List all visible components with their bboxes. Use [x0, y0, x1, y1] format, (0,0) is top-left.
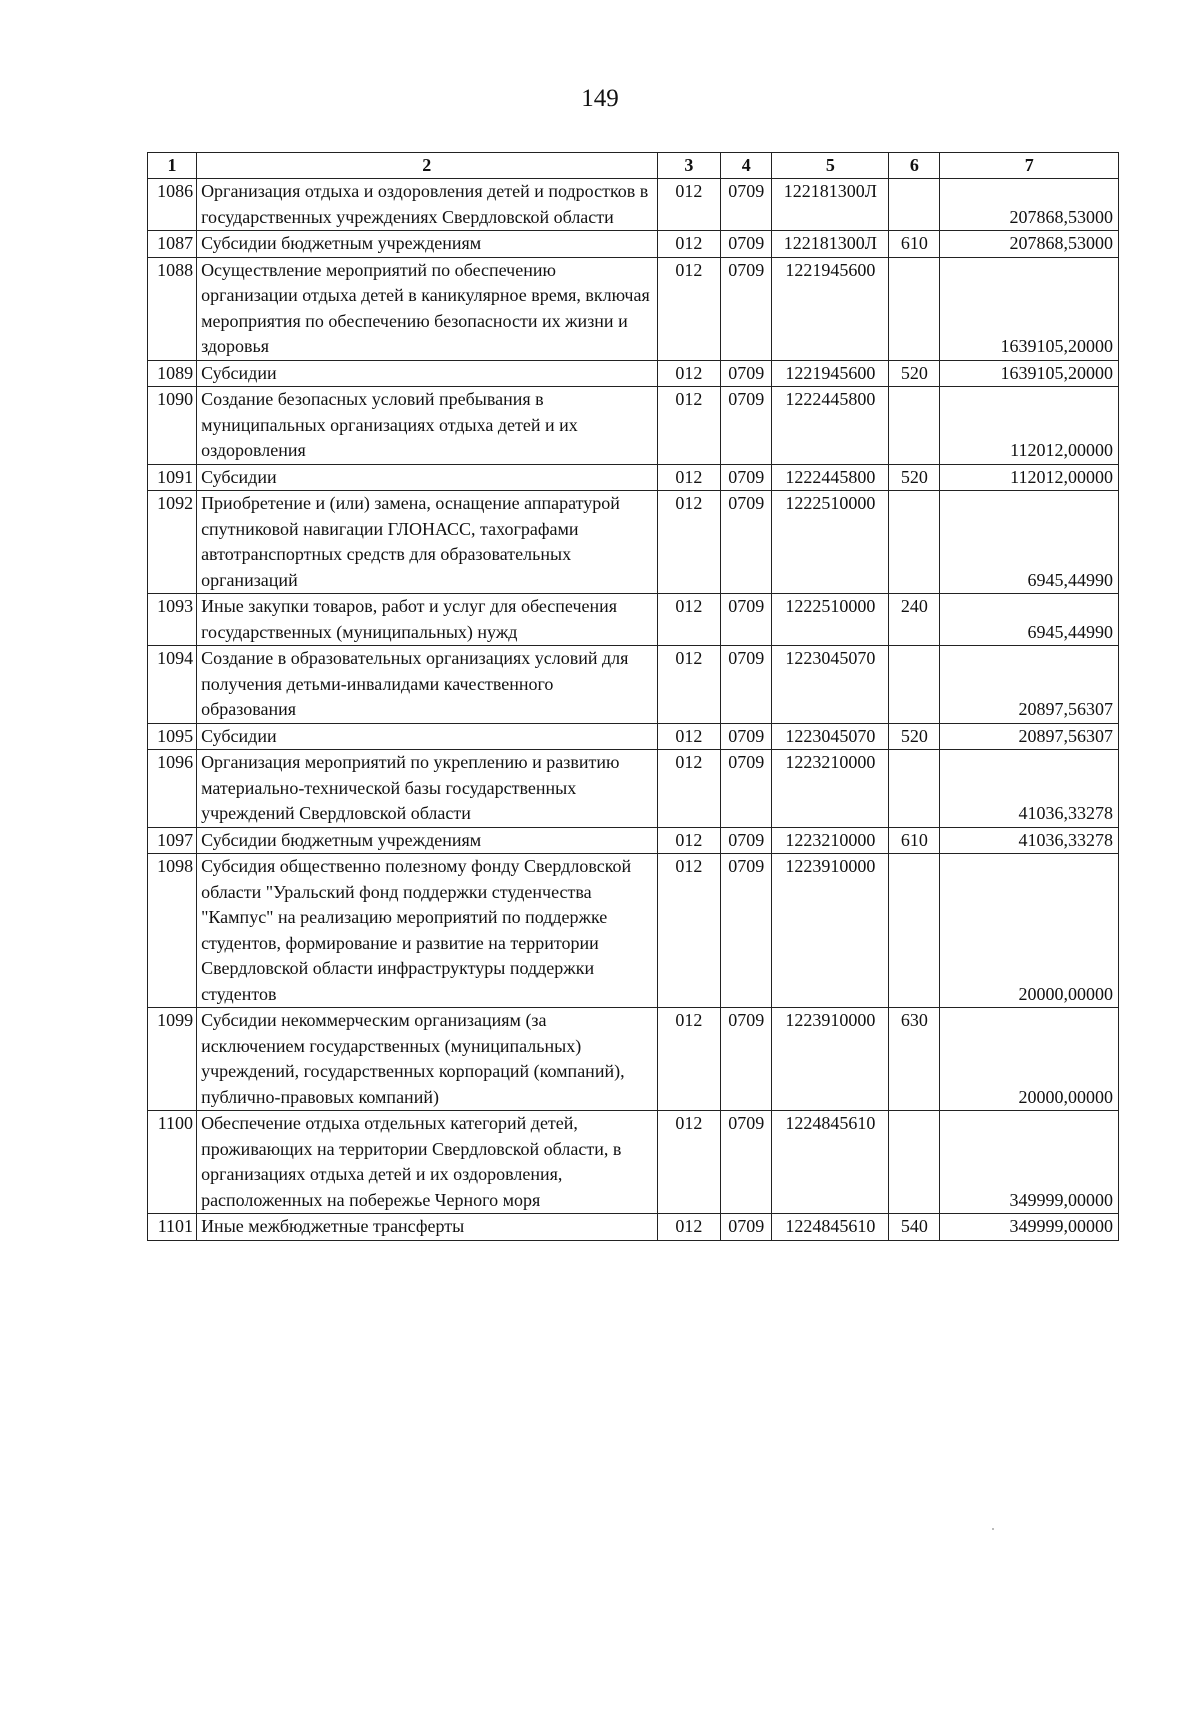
- item-name-cell: Субсидии бюджетным учреждениям: [197, 827, 657, 854]
- row-number-cell: 1099: [148, 1008, 197, 1111]
- table-body: [148, 179, 1119, 1241]
- item-name-cell: Субсидии бюджетным учреждениям: [197, 231, 657, 258]
- amount-cell: 349999,00000: [940, 1214, 1119, 1241]
- table-row: [148, 491, 1119, 594]
- section-code-cell: 0709: [721, 594, 772, 646]
- column-header: 7: [940, 153, 1119, 179]
- amount-cell: 20897,56307: [940, 723, 1119, 750]
- table-row: [148, 646, 1119, 724]
- expense-type-cell: 630: [889, 1008, 940, 1111]
- amount-cell: 20000,00000: [940, 854, 1119, 1008]
- column-header: 6: [889, 153, 940, 179]
- row-number-cell: 1096: [148, 750, 197, 828]
- expense-type-cell: 610: [889, 827, 940, 854]
- expense-type-cell: [889, 750, 940, 828]
- ministry-code-cell: 012: [657, 464, 721, 491]
- amount-cell: 349999,00000: [940, 1111, 1119, 1214]
- expense-type-cell: 520: [889, 723, 940, 750]
- expense-type-cell: 520: [889, 464, 940, 491]
- target-code-cell: 1222510000: [772, 594, 889, 646]
- row-number-cell: 1095: [148, 723, 197, 750]
- section-code-cell: 0709: [721, 464, 772, 491]
- ministry-code-cell: 012: [657, 594, 721, 646]
- table-row: [148, 387, 1119, 465]
- table-row: [148, 827, 1119, 854]
- item-name-cell: Иные межбюджетные трансферты: [197, 1214, 657, 1241]
- item-name-cell: Приобретение и (или) замена, оснащение аппаратурой спутниковой навигации ГЛОНАСС, тахографами автотранспортных средств для образовательных организаций: [197, 491, 657, 594]
- item-name-cell: Субсидии: [197, 360, 657, 387]
- row-number-cell: 1094: [148, 646, 197, 724]
- ministry-code-cell: 012: [657, 257, 721, 360]
- ministry-code-cell: 012: [657, 387, 721, 465]
- table-row: [148, 231, 1119, 258]
- budget-table: [147, 152, 1119, 1241]
- target-code-cell: 122181300Л: [772, 231, 889, 258]
- row-number-cell: 1087: [148, 231, 197, 258]
- row-number-cell: 1089: [148, 360, 197, 387]
- ministry-code-cell: 012: [657, 491, 721, 594]
- section-code-cell: 0709: [721, 360, 772, 387]
- section-code-cell: 0709: [721, 827, 772, 854]
- section-code-cell: 0709: [721, 750, 772, 828]
- item-name-cell: Организация мероприятий по укреплению и развитию материально-технической базы государственных учреждений Свердловской области: [197, 750, 657, 828]
- target-code-cell: 1223210000: [772, 827, 889, 854]
- section-code-cell: 0709: [721, 491, 772, 594]
- table-row: [148, 360, 1119, 387]
- row-number-cell: 1098: [148, 854, 197, 1008]
- target-code-cell: 1223910000: [772, 854, 889, 1008]
- item-name-cell: Создание безопасных условий пребывания в муниципальных организациях отдыха детей и их оздоровления: [197, 387, 657, 465]
- column-header: 4: [721, 153, 772, 179]
- section-code-cell: 0709: [721, 179, 772, 231]
- section-code-cell: 0709: [721, 257, 772, 360]
- amount-cell: 112012,00000: [940, 387, 1119, 465]
- target-code-cell: 1223045070: [772, 646, 889, 724]
- section-code-cell: 0709: [721, 723, 772, 750]
- row-number-cell: 1093: [148, 594, 197, 646]
- row-number-cell: 1092: [148, 491, 197, 594]
- amount-cell: 1639105,20000: [940, 257, 1119, 360]
- amount-cell: 41036,33278: [940, 827, 1119, 854]
- column-header: 3: [657, 153, 721, 179]
- item-name-cell: Создание в образовательных организациях условий для получения детьми-инвалидами качественного образования: [197, 646, 657, 724]
- expense-type-cell: 540: [889, 1214, 940, 1241]
- section-code-cell: 0709: [721, 646, 772, 724]
- table-row: [148, 723, 1119, 750]
- expense-type-cell: [889, 854, 940, 1008]
- target-code-cell: 122181300Л: [772, 179, 889, 231]
- table-row: [148, 854, 1119, 1008]
- target-code-cell: 1223910000: [772, 1008, 889, 1111]
- expense-type-cell: [889, 257, 940, 360]
- amount-cell: 207868,53000: [940, 179, 1119, 231]
- ministry-code-cell: 012: [657, 646, 721, 724]
- table-row: [148, 594, 1119, 646]
- row-number-cell: 1088: [148, 257, 197, 360]
- column-header: 1: [148, 153, 197, 179]
- section-code-cell: 0709: [721, 854, 772, 1008]
- table-row: [148, 257, 1119, 360]
- section-code-cell: 0709: [721, 231, 772, 258]
- table-row: [148, 1214, 1119, 1241]
- table-header-row: [148, 153, 1119, 179]
- expense-type-cell: 520: [889, 360, 940, 387]
- table-row: [148, 464, 1119, 491]
- target-code-cell: 1221945600: [772, 257, 889, 360]
- amount-cell: 207868,53000: [940, 231, 1119, 258]
- ministry-code-cell: 012: [657, 723, 721, 750]
- table-row: [148, 750, 1119, 828]
- table-row: [148, 179, 1119, 231]
- row-number-cell: 1100: [148, 1111, 197, 1214]
- ministry-code-cell: 012: [657, 179, 721, 231]
- row-number-cell: 1097: [148, 827, 197, 854]
- item-name-cell: Иные закупки товаров, работ и услуг для обеспечения государственных (муниципальных) нужд: [197, 594, 657, 646]
- target-code-cell: 1223210000: [772, 750, 889, 828]
- ministry-code-cell: 012: [657, 827, 721, 854]
- section-code-cell: 0709: [721, 387, 772, 465]
- ministry-code-cell: 012: [657, 1008, 721, 1111]
- amount-cell: 41036,33278: [940, 750, 1119, 828]
- target-code-cell: 1222445800: [772, 464, 889, 491]
- ministry-code-cell: 012: [657, 750, 721, 828]
- expense-type-cell: [889, 1111, 940, 1214]
- item-name-cell: Обеспечение отдыха отдельных категорий детей, проживающих на территории Свердловской области, в организациях отдыха детей и их оздоровления, расположенных на побережье Черного моря: [197, 1111, 657, 1214]
- amount-cell: 6945,44990: [940, 491, 1119, 594]
- item-name-cell: Субсидии некоммерческим организациям (за исключением государственных (муниципальных) учреждений, государственных корпораций (компаний), публично-правовых компаний): [197, 1008, 657, 1111]
- section-code-cell: 0709: [721, 1214, 772, 1241]
- section-code-cell: 0709: [721, 1008, 772, 1111]
- target-code-cell: 1224845610: [772, 1214, 889, 1241]
- row-number-cell: 1086: [148, 179, 197, 231]
- ministry-code-cell: 012: [657, 854, 721, 1008]
- item-name-cell: Организация отдыха и оздоровления детей и подростков в государственных учреждениях Свердловской области: [197, 179, 657, 231]
- item-name-cell: Субсидии: [197, 464, 657, 491]
- column-header: 5: [772, 153, 889, 179]
- table-row: [148, 1008, 1119, 1111]
- ministry-code-cell: 012: [657, 1111, 721, 1214]
- ministry-code-cell: 012: [657, 360, 721, 387]
- section-code-cell: 0709: [721, 1111, 772, 1214]
- amount-cell: 6945,44990: [940, 594, 1119, 646]
- page-number: 149: [581, 85, 619, 112]
- expense-type-cell: [889, 491, 940, 594]
- target-code-cell: 1223045070: [772, 723, 889, 750]
- ministry-code-cell: 012: [657, 231, 721, 258]
- expense-type-cell: 610: [889, 231, 940, 258]
- target-code-cell: 1222510000: [772, 491, 889, 594]
- expense-type-cell: [889, 387, 940, 465]
- item-name-cell: Осуществление мероприятий по обеспечению организации отдыха детей в каникулярное время, включая мероприятия по обеспечению безопасности их жизни и здоровья: [197, 257, 657, 360]
- target-code-cell: 1221945600: [772, 360, 889, 387]
- column-header: 2: [197, 153, 657, 179]
- amount-cell: 1639105,20000: [940, 360, 1119, 387]
- scan-artifact: [992, 1528, 994, 1530]
- row-number-cell: 1101: [148, 1214, 197, 1241]
- row-number-cell: 1091: [148, 464, 197, 491]
- item-name-cell: Субсидия общественно полезному фонду Свердловской области "Уральский фонд поддержки студенчества "Кампус" на реализацию мероприятий по поддержке студентов, формирование и развитие на территории Свердловской области инфраструктуры поддержки студентов: [197, 854, 657, 1008]
- row-number-cell: 1090: [148, 387, 197, 465]
- table-row: [148, 1111, 1119, 1214]
- expense-type-cell: 240: [889, 594, 940, 646]
- target-code-cell: 1224845610: [772, 1111, 889, 1214]
- target-code-cell: 1222445800: [772, 387, 889, 465]
- amount-cell: 20000,00000: [940, 1008, 1119, 1111]
- expense-type-cell: [889, 646, 940, 724]
- item-name-cell: Субсидии: [197, 723, 657, 750]
- amount-cell: 20897,56307: [940, 646, 1119, 724]
- ministry-code-cell: 012: [657, 1214, 721, 1241]
- amount-cell: 112012,00000: [940, 464, 1119, 491]
- expense-type-cell: [889, 179, 940, 231]
